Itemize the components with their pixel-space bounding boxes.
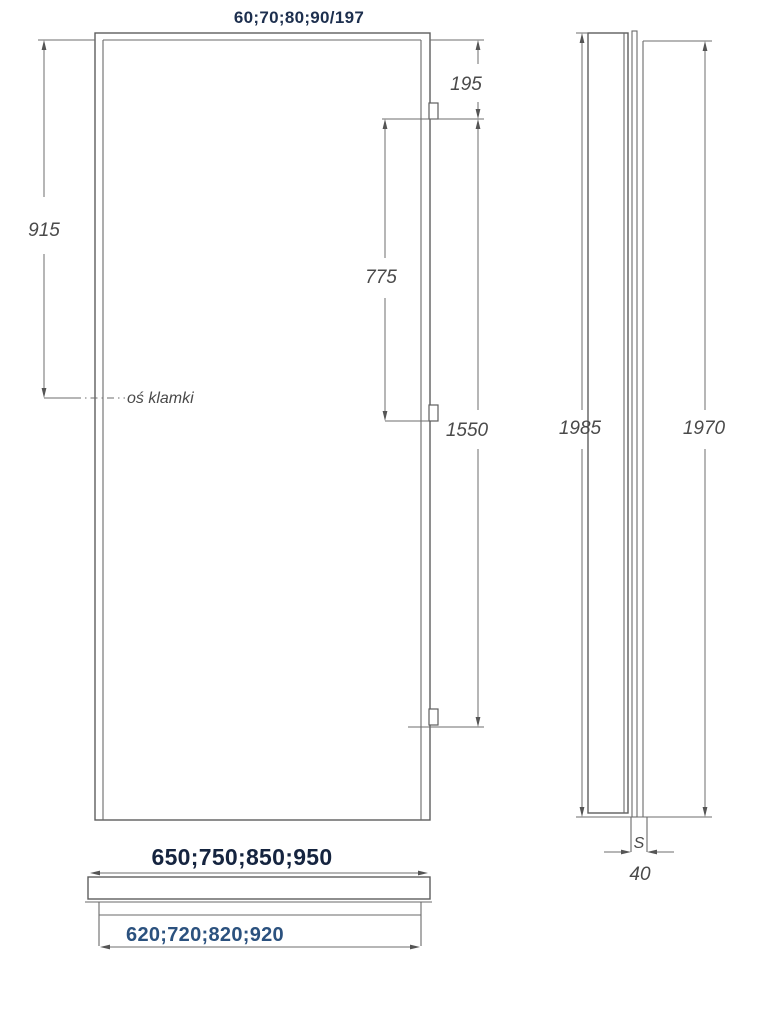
arrow-down-icon	[476, 109, 481, 119]
front-width-variants-label: 60;70;80;90/197	[233, 8, 365, 27]
hinge-middle	[429, 405, 438, 421]
front-view	[28, 8, 488, 820]
dimension-915	[28, 40, 60, 398]
dim-195-label: 195	[450, 74, 482, 95]
dim-915-label: 915	[28, 220, 60, 241]
arrow-up-icon	[42, 40, 47, 50]
dim-775-label: 775	[365, 267, 397, 288]
arrow-down-icon	[580, 807, 585, 817]
arrow-left-icon	[100, 945, 110, 950]
arrow-up-icon	[476, 40, 481, 50]
dimension-1985	[559, 33, 602, 817]
side-view	[559, 31, 726, 885]
arrow-down-icon	[42, 388, 47, 398]
dimension-195	[450, 40, 482, 119]
side-edge-strip	[632, 31, 637, 817]
arrow-right-icon	[410, 945, 420, 950]
arrow-left-icon	[90, 871, 100, 876]
arrow-down-icon	[703, 807, 708, 817]
dim-1550-label: 1550	[445, 420, 489, 441]
dim-1985-label: 1985	[558, 418, 602, 439]
arrow-up-icon	[703, 41, 708, 51]
arrow-right-icon	[418, 871, 428, 876]
dimension-thickness	[604, 817, 674, 885]
dimension-leaf-width	[90, 844, 428, 875]
arrow-left-icon	[647, 850, 657, 855]
arrow-down-icon	[476, 717, 481, 727]
dimension-775	[365, 119, 397, 421]
bottom-width-variants-label: 650;750;850;950	[151, 844, 333, 870]
dimension-1970	[683, 41, 726, 817]
arrow-right-icon	[621, 850, 631, 855]
dimension-1550	[446, 119, 489, 727]
hinge-top	[429, 103, 438, 119]
bottom-view	[85, 844, 432, 949]
dim-40-label: 40	[629, 864, 651, 885]
door-leaf-outline	[95, 33, 430, 820]
arrow-down-icon	[383, 411, 388, 421]
thickness-symbol-label: S	[633, 835, 645, 852]
dimension-rebate-width	[100, 924, 420, 949]
arrow-up-icon	[476, 119, 481, 129]
handle-axis-label: oś klamki	[127, 390, 194, 407]
dim-1970-label: 1970	[682, 418, 726, 439]
bottom-slab-section	[88, 877, 430, 899]
arrow-up-icon	[383, 119, 388, 129]
hinge-bottom	[429, 709, 438, 725]
bottom-rebate-width-variants-label: 620;720;820;920	[126, 924, 284, 946]
handle-axis	[44, 390, 194, 407]
arrow-up-icon	[580, 33, 585, 43]
